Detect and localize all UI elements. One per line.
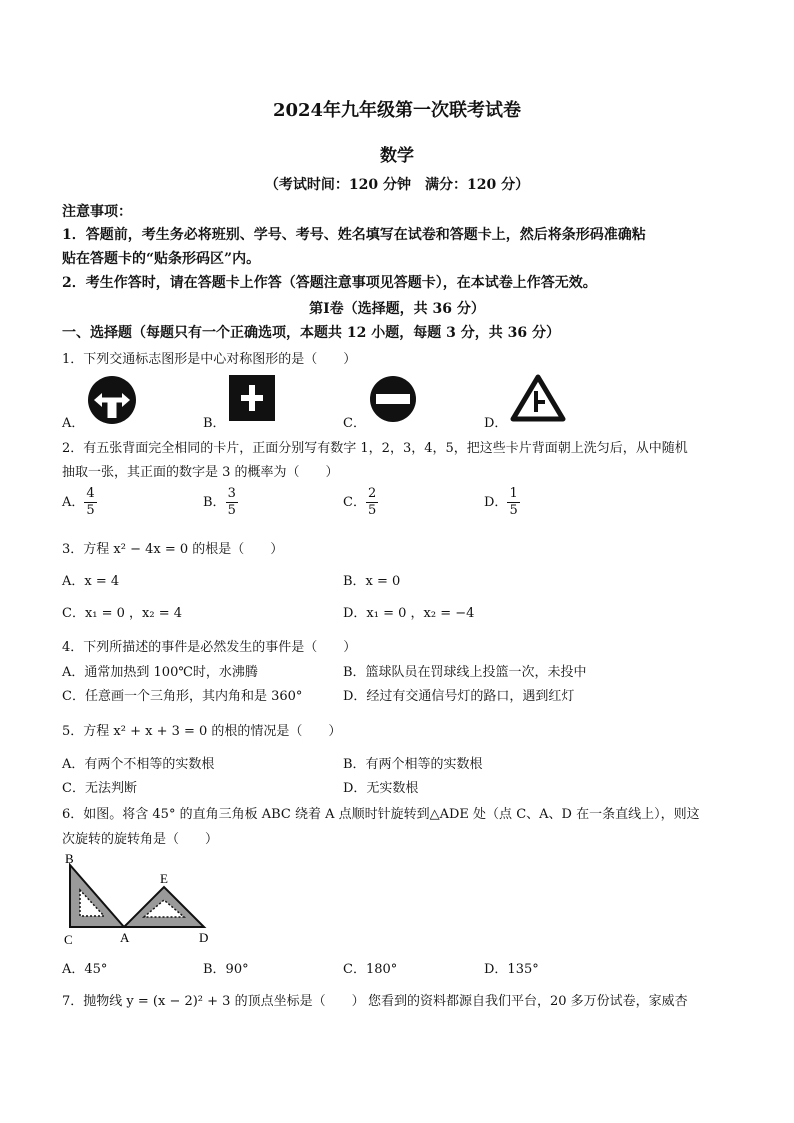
q4-option-a: A．通常加热到 100℃时，水沸腾 xyxy=(62,665,258,680)
q2-option-c xyxy=(343,486,378,519)
q5-option-d: D．无实数根 xyxy=(343,781,419,796)
q1-option-c: C． xyxy=(343,416,366,431)
q4-option-b: B．篮球队员在罚球线上投篮一次，未投中 xyxy=(343,665,587,680)
q5-stem: 5．方程 x² + x + 3 = 0 的根的情况是（ ） xyxy=(62,724,342,739)
q3-option-c: C．x₁ = 0 ，x₂ = 4 xyxy=(62,606,183,621)
denominator: 5 xyxy=(86,503,95,518)
note-2: 2．考生作答时，请在答题卡上作答（答题注意事项见答题卡），在本试卷上作答无效。 xyxy=(62,275,597,291)
q2-option-a-label: A． xyxy=(62,495,85,510)
exam-title: 2024年九年级第一次联考试卷 xyxy=(272,100,522,121)
numerator: 4 xyxy=(86,486,95,501)
q2-option-c-label: C． xyxy=(343,495,366,510)
q2-option-d-fraction xyxy=(507,486,519,519)
q3-option-a: A．x = 4 xyxy=(62,574,120,589)
numerator: 2 xyxy=(367,486,377,501)
q2-option-b-fraction xyxy=(226,486,238,519)
denominator: 5 xyxy=(367,503,377,518)
q6-stem-line-2: 次旋转的旋转角是（ ） xyxy=(62,832,219,847)
label-d: D xyxy=(199,930,209,945)
q3-stem: 3．方程 x² − 4x = 0 的根是（ ） xyxy=(62,542,284,557)
q6-option-c: C．180° xyxy=(343,962,398,977)
numerator: 3 xyxy=(227,486,236,501)
q6-option-d: D．135° xyxy=(484,962,539,977)
exam-info: （考试时间：120 分钟 满分：120 分） xyxy=(264,177,530,193)
rotated-triangles-figure xyxy=(60,850,220,948)
q6-option-b: B．90° xyxy=(203,962,249,977)
label-b: B xyxy=(65,851,74,866)
q7-stem: 7．抛物线 y = (x − 2)² + 3 的顶点坐标是（ ） xyxy=(62,994,365,1009)
notes-heading: 注意事项： xyxy=(62,204,132,220)
label-c: C xyxy=(64,932,73,947)
q2-option-b-label: B． xyxy=(203,495,226,510)
label-e: E xyxy=(160,871,168,886)
q2-option-d-label: D． xyxy=(484,495,508,510)
q6-stem-line-1: 6．如图。将含 45° 的直角三角板 ABC 绕着 A 点顺时针旋转到△ADE 处（点 C、A、D 在一条直线上），则这 xyxy=(62,807,700,822)
no-entry-sign-icon xyxy=(368,374,418,424)
q5-option-a: A．有两个不相等的实数根 xyxy=(62,757,215,772)
q1-option-d: D． xyxy=(484,416,508,431)
q1-option-a: A． xyxy=(62,416,85,431)
watermark-text: 您看到的资料都源自我们平台，20 多万份试卷，家威杏 xyxy=(368,994,688,1009)
q5-option-c: C．无法判断 xyxy=(62,781,137,796)
t-junction-warning-sign-icon xyxy=(510,374,566,422)
note-1-line-1: 1．答题前，考生务必将班别、学号、考号、姓名填写在试卷和答题卡上，然后将条形码准确粘 xyxy=(62,227,646,243)
q4-option-d: D．经过有交通信号灯的路口，遇到红灯 xyxy=(343,689,575,704)
denominator: 5 xyxy=(227,503,236,518)
q2-option-a-fraction xyxy=(84,486,96,519)
q2-stem-line-2: 抽取一张，其正面的数字是 3 的概率为（ ） xyxy=(62,465,339,480)
q1-option-b: B． xyxy=(203,416,226,431)
q1-stem: 1．下列交通标志图形是中心对称图形的是（ ） xyxy=(62,352,357,367)
q3-option-b: B．x = 0 xyxy=(343,574,401,589)
q4-option-c: C．任意画一个三角形，其内角和是 360° xyxy=(62,689,303,704)
q2-option-d xyxy=(484,486,520,519)
note-1-line-2: 贴在答题卡的“贴条形码区”内。 xyxy=(62,251,261,267)
plus-square-sign-icon xyxy=(229,375,275,421)
denominator: 5 xyxy=(509,503,518,518)
q4-stem: 4．下列所描述的事件是必然发生的事件是（ ） xyxy=(62,640,357,655)
section-heading: 一、选择题（每题只有一个正确选项，本题共 12 小题，每题 3 分，共 36 分） xyxy=(62,325,560,341)
subject-title: 数学 xyxy=(380,146,414,166)
turn-left-right-sign-icon xyxy=(86,374,138,426)
volume-heading: 第Ⅰ卷（选择题，共 36 分） xyxy=(309,301,485,317)
numerator: 1 xyxy=(509,486,518,501)
q3-option-d: D．x₁ = 0 ，x₂ = −4 xyxy=(343,606,475,621)
q5-option-b: B．有两个相等的实数根 xyxy=(343,757,483,772)
q2-stem-line-1: 2．有五张背面完全相同的卡片，正面分别写有数字 1，2，3，4，5，把这些卡片背面朝上洗匀后，从中随机 xyxy=(62,441,688,456)
q2-option-c-fraction xyxy=(366,486,378,519)
q2-option-a xyxy=(62,486,97,519)
label-a: A xyxy=(120,930,130,945)
q2-option-b xyxy=(203,486,238,519)
q6-option-a: A．45° xyxy=(62,962,108,977)
